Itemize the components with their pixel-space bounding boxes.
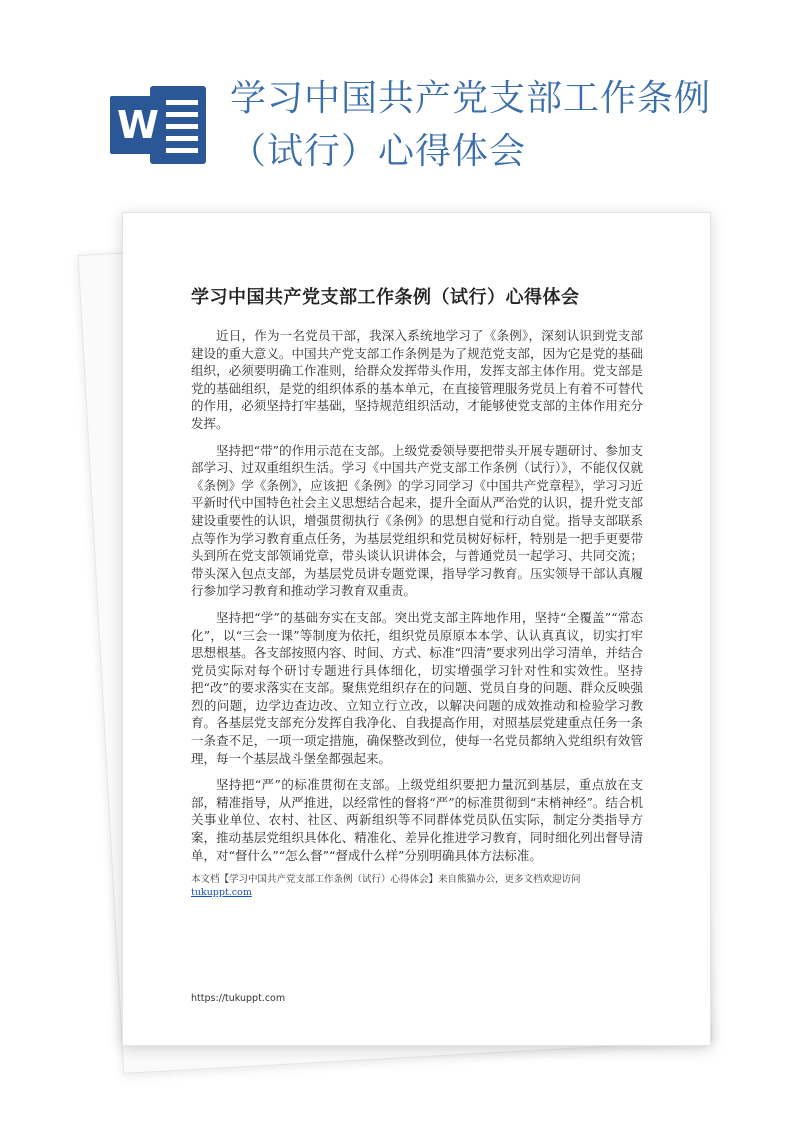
document-page[interactable] bbox=[122, 212, 711, 1046]
document-body bbox=[191, 327, 643, 899]
source-note-text: 本文档【学习中国共产党支部工作条例（试行）心得体会】来自熊猫办公，更多文档欢迎访问 bbox=[191, 874, 581, 886]
paragraph-1: 近日，作为一名党员干部，我深入系统地学习了《条例》，深刻认识到党支部建设的重大意义。中国共产党支部工作条例是为了规范党支部，因为它是党的基础组织，必须要明确工作准则，给群众发挥带头作用，发挥支部主体作用。党支部是党的基础组织，是党的组织体系的基本单元，在直接管理服务党员上有着不可替代的作用，必须坚持打牢基础，坚持规范组织活动，才能够使党支部的主体作用充分发挥。 bbox=[191, 328, 643, 431]
page-title: 学习中国共产党支部工作条例（试行）心得体会 bbox=[230, 78, 712, 172]
source-link[interactable]: tukuppt.com bbox=[191, 887, 252, 899]
paragraph-2: 坚持把“带”的作用示范在支部。上级党委领导要把带头开展专题研讨、参加支部学习、过双重组织生活。学习《中国共产党支部工作条例（试行）》，不能仅仅就《条例》学《条例》，应该把《条例》的学习同学习《中国共产党章程》，学习习近平新时代中国特色社会主义思想结合起来，提升全面从严治党的认识，提升党支部建设重要性的认识，增强贯彻执行《条例》的思想自觉和行动自觉。指导支部联系点等作为学习教育重点任务，为基层党组织和党员树好标杆，特别是一把手更要带头到所在党支部领诵党章，带头谈认识讲体会，与普通党员一起学习、共同交流；带头深入包点支部，为基层党员讲专题党课，指导学习教育。压实领导干部认真履行参加学习教育和推动学习教育双重责。 bbox=[191, 442, 643, 599]
source-note bbox=[191, 873, 643, 899]
paragraph-3: 坚持把“学”的基础夯实在支部。突出党支部主阵地作用，坚持“全覆盖”“常态化”，以“三会一课”等制度为依托，组织党员原原本本学、认认真真议，切实打牢思想根基。各支部按照内容、时间、方式、标准“四清”要求列出学习清单，并结合党员实际对每个研讨专题进行具体细化，切实增强学习针对性和实效性。坚持把“改”的要求落实在支部。聚焦党组织存在的问题、党员自身的问题、群众反映强烈的问题，边学边查边改、立知立行立改，以解决问题的成效推动和检验学习教育。各基层党支部充分发挥自我净化、自我提高作用，对照基层党建重点任务一条一条查不足，一项一项定措施，确保整改到位，使每一名党员都纳入党组织有效管理，每一个基层战斗堡垒都强起来。 bbox=[191, 609, 643, 766]
footer-url[interactable]: https://tukuppt.com bbox=[191, 993, 286, 1004]
word-document-icon bbox=[110, 80, 214, 170]
document-title: 学习中国共产党支部工作条例（试行）心得体会 bbox=[191, 287, 580, 308]
paragraph-4: 坚持把“严”的标准贯彻在支部。上级党组织要把力量沉到基层，重点放在支部，精准指导，从严推进，以经常性的督将“严”的标准贯彻到“末梢神经”。结合机关事业单位、农村、社区、两新组织等不同群体党员队伍实际，制定分类指导方案，推动基层党组织具体化、精准化、差异化推进学习教育，同时细化列出督导清单，对“督什么”“怎么督”“督成什么样”分别明确具体方法标准。 bbox=[191, 777, 643, 863]
word-icon-graphic bbox=[110, 80, 214, 170]
word-icon-letter: W bbox=[117, 103, 159, 147]
